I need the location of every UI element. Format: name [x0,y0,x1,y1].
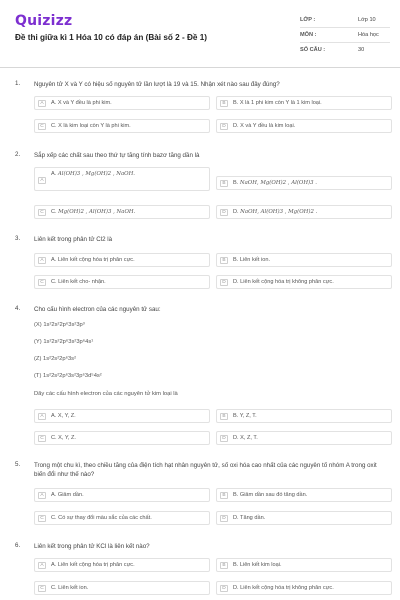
option-letter: B [220,100,228,107]
option-text: A. X và Y đều là phi kim. [51,100,112,106]
option-letter: D [220,435,228,442]
option-text [51,209,135,215]
option-d[interactable] [216,275,392,289]
meta-value: Lớp 10 [358,17,376,23]
option-letter: A [38,100,46,107]
option-prefix: C. [51,209,57,215]
option-b[interactable] [216,488,392,502]
option-text: A. Liên kết cộng hóa trị phân cực. [51,257,135,263]
electron-config-t: (T) 1s²2s²2p⁶3s²3p⁶3d⁵4s² [34,373,102,379]
option-c[interactable] [34,511,210,525]
option-letter: B [220,562,228,569]
option-letter: D [220,209,228,216]
option-prefix: B. [233,180,239,186]
option-c[interactable] [34,119,210,133]
option-text: B. Giảm dần sau đó tăng dần. [233,492,308,498]
formula: NaOH, Al(OH)3 , Mg(OH)2 . [240,209,318,215]
option-text: B. Liên kết ion. [233,257,271,263]
option-a[interactable] [34,488,210,502]
option-text: D. Liên kết cộng hóa trị không phân cực. [233,585,334,591]
option-letter: C [38,279,46,286]
option-letter: B [220,492,228,499]
option-a[interactable] [34,409,210,423]
option-b[interactable] [216,176,392,190]
option-letter: A [38,492,46,499]
question-text: Cho cấu hình electron của các nguyên tử sau: [34,306,161,313]
formula: Mg(OH)2 , Al(OH)3 , NaOH. [58,209,136,215]
question-number: 4. [15,305,21,312]
option-c[interactable] [34,275,210,289]
option-text: C. X, Y, Z. [51,435,76,441]
option-letter: A [38,562,46,569]
option-d[interactable] [216,119,392,133]
meta-value: Hóa học [358,32,379,38]
option-letter: A [38,413,46,420]
option-b[interactable] [216,96,392,110]
option-text: B. X là 1 phi kim còn Y là 1 kim loại. [233,100,322,106]
option-text: B. Y, Z, T. [233,413,257,419]
meta-label: SỐ CÂU : [300,47,326,53]
option-letter: C [38,435,46,442]
option-prefix: D. [233,209,239,215]
meta-label: LỚP : [300,17,316,23]
option-text: D. Tăng dần. [233,515,266,521]
question-number: 3. [15,235,21,242]
question-followup: Dãy các cấu hình electron của các nguyên tử kim loại là [34,391,178,397]
question-text: Nguyên tử X và Y có hiệu số nguyên tử lần lượt là 19 và 15. Nhận xét nào sau đây đúng? [34,81,280,88]
option-letter: D [220,585,228,592]
quizizz-logo: Quizizz [15,13,73,29]
option-d[interactable] [216,431,392,445]
option-text: D. X, Z, T. [233,435,258,441]
option-letter: B [220,180,228,187]
option-letter: C [38,209,46,216]
option-text: A. Liên kết cộng hóa trị phân cực. [51,562,135,568]
question-text: Liên kết trong phân tử KCl là liên kết nào? [34,543,150,550]
option-d[interactable] [216,581,392,595]
meta-table [300,13,390,58]
option-text [51,171,135,177]
electron-config-y: (Y) 1s²2s²2p⁶3s²3p⁶4s¹ [34,339,94,345]
meta-row-count [300,43,390,58]
option-text: A. X, Y, Z. [51,413,76,419]
option-letter: C [38,515,46,522]
option-text: A. Giảm dần. [51,492,84,498]
option-d[interactable] [216,511,392,525]
question-text: Sắp xếp các chất sau theo thứ tự tăng tính bazơ tăng dần là [34,152,200,159]
option-letter: C [38,585,46,592]
option-text: C. Liên kết ion. [51,585,89,591]
option-text: B. Liên kết kim loại. [233,562,282,568]
option-prefix: A. [51,171,57,177]
question-number: 2. [15,151,21,158]
option-text: C. Có sự thay đổi màu sắc của các chất. [51,515,152,521]
option-a[interactable] [34,253,210,267]
option-text: D. X và Y đều là kim loại. [233,123,296,129]
formula: Al(OH)3 , Mg(OH)2 , NaOH. [57,171,136,177]
option-b[interactable] [216,558,392,572]
option-text: C. Liên kết cho- nhận. [51,279,106,285]
option-a[interactable] [34,96,210,110]
option-letter: D [220,279,228,286]
option-text [233,209,317,215]
option-b[interactable] [216,253,392,267]
option-letter: B [220,257,228,264]
header [0,0,400,68]
option-letter: A [38,257,46,264]
question-number: 6. [15,542,21,549]
electron-config-z: (Z) 1s²2s²2p⁶3s² [34,356,77,362]
option-c[interactable] [34,205,210,219]
question-text: Liên kết trong phân tử Cl2 là [34,236,113,243]
question-number: 1. [15,80,21,87]
page-title: Đề thi giữa kì 1 Hóa 10 có đáp án (Bài số 2 - Đề 1) [15,33,208,42]
option-letter: B [220,413,228,420]
option-d[interactable] [216,205,392,219]
meta-label: MÔN : [300,32,317,38]
formula: NaOH, Mg(OH)2 , Al(OH)3 . [239,180,318,186]
option-a[interactable] [34,558,210,572]
question-text: Trong một chu kì, theo chiều tăng của điện tích hạt nhân nguyên tử, số oxi hóa cao nhất của các nguyên tố nhóm A trong oxit biến đổi như thế nào? [34,462,377,478]
meta-row-subject [300,28,390,43]
meta-value: 30 [358,47,365,53]
electron-config-x: (X) 1s²2s²2p⁶3s²3p³ [34,322,85,328]
option-text: C. X là kim loại còn Y là phi kim. [51,123,131,129]
option-letter: A [38,177,46,184]
option-c[interactable] [34,581,210,595]
option-text: D. Liên kết cộng hóa trị không phân cực. [233,279,334,285]
option-a[interactable] [34,167,210,191]
option-b[interactable] [216,409,392,423]
option-letter: D [220,123,228,130]
option-letter: C [38,123,46,130]
option-letter: D [220,515,228,522]
meta-row-class [300,13,390,28]
option-text [233,180,317,186]
option-c[interactable] [34,431,210,445]
question-number: 5. [15,461,21,468]
